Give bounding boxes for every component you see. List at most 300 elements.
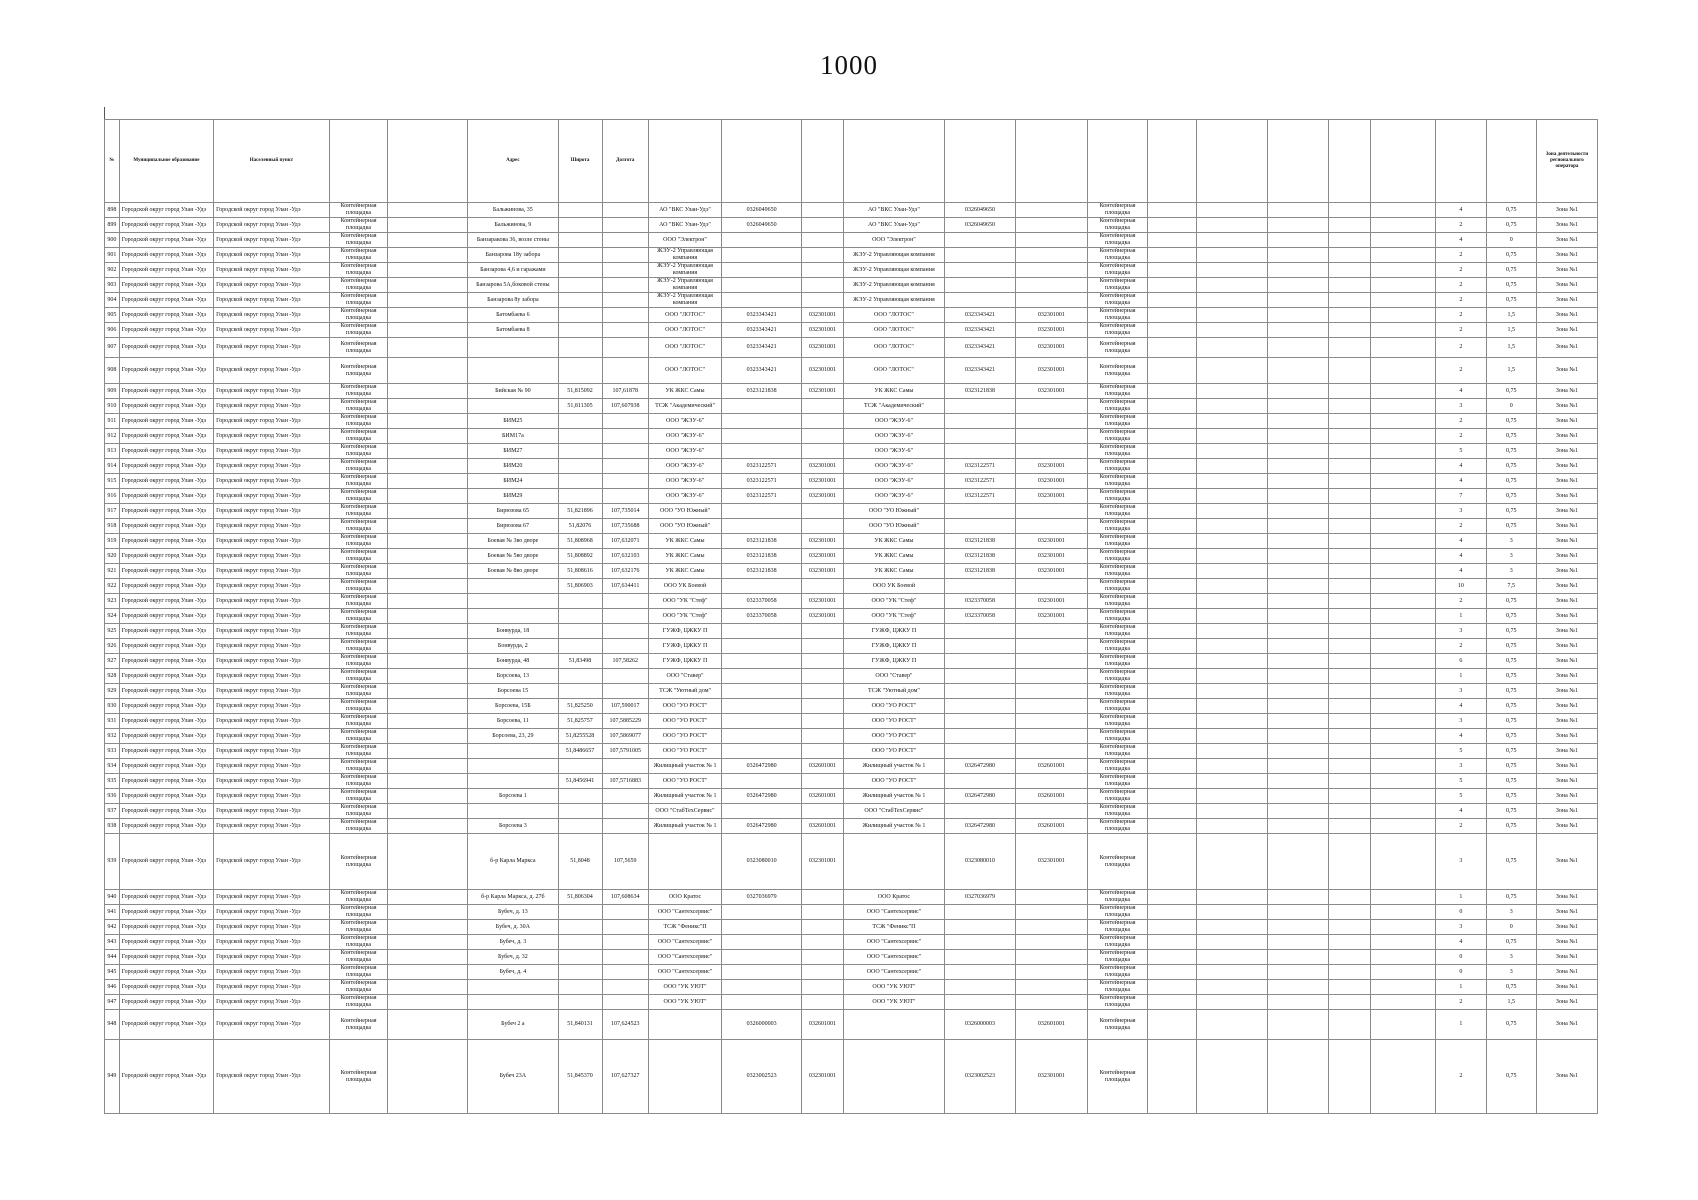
table-cell: 0323343421: [722, 358, 802, 384]
table-cell: Зона №1: [1536, 323, 1597, 338]
table-cell: [388, 699, 468, 714]
table-cell: 3: [1436, 759, 1486, 774]
table-cell: [1148, 203, 1196, 218]
table-cell: [1268, 789, 1329, 804]
table-cell: 032301001: [1016, 474, 1087, 489]
table-cell: [1268, 819, 1329, 834]
table-cell: [558, 233, 602, 248]
table-cell: Городской округ город Улан -Удэ: [214, 714, 329, 729]
table-cell: Городской округ город Улан -Удэ: [214, 905, 329, 920]
table-cell: 032301001: [802, 474, 844, 489]
table-cell: 51,806903: [558, 579, 602, 594]
table-cell: Контейнерная площадка: [1087, 699, 1148, 714]
table-cell: 901: [105, 248, 120, 263]
table-cell: 0326000003: [944, 1010, 1015, 1040]
table-cell: [1016, 624, 1087, 639]
table-cell: [1329, 905, 1371, 920]
table-cell: Городской округ город Улан -Удэ: [214, 995, 329, 1010]
table-cell: [722, 684, 802, 699]
table-cell: 4: [1436, 699, 1486, 714]
table-cell: [1371, 399, 1436, 414]
table-cell: Борсоева, 15Б: [468, 699, 558, 714]
table-cell: [602, 414, 648, 429]
table-cell: [944, 429, 1015, 444]
table-cell: [1148, 1010, 1196, 1040]
table-cell: ЖЭУ-2 Управляющая компания: [648, 293, 721, 308]
table-cell: 929: [105, 684, 120, 699]
table-cell: 3: [1436, 504, 1486, 519]
table-cell: 3: [1436, 624, 1486, 639]
table-cell: Зона №1: [1536, 699, 1597, 714]
table-cell: [648, 834, 721, 890]
table-cell: [1268, 774, 1329, 789]
table-cell: [468, 774, 558, 789]
table-cell: 0326472980: [944, 819, 1015, 834]
table-row: [105, 639, 1598, 654]
table-cell: Контейнерная площадка: [329, 278, 388, 293]
table-cell: Контейнерная площадка: [329, 890, 388, 905]
table-cell: [944, 293, 1015, 308]
table-cell: 0,75: [1486, 935, 1536, 950]
table-cell: Зона №1: [1536, 1010, 1597, 1040]
table-cell: Зона №1: [1536, 744, 1597, 759]
table-cell: [1196, 950, 1267, 965]
table-cell: 0326049650: [722, 218, 802, 233]
table-cell: 51,821896: [558, 504, 602, 519]
table-cell: 032601001: [802, 759, 844, 774]
table-cell: [1148, 459, 1196, 474]
table-cell: 032301001: [802, 549, 844, 564]
table-cell: [844, 1040, 945, 1114]
table-cell: [944, 278, 1015, 293]
table-cell: ООО "УК УЮТ": [648, 995, 721, 1010]
table-cell: 0,75: [1486, 834, 1536, 890]
table-cell: 032301001: [1016, 594, 1087, 609]
table-cell: Жилищный участок № 1: [844, 819, 945, 834]
table-row: [105, 950, 1598, 965]
table-cell: Городской округ город Улан -Удэ: [214, 980, 329, 995]
table-cell: 0323370058: [722, 609, 802, 624]
table-cell: Контейнерная площадка: [329, 819, 388, 834]
table-cell: 032601001: [1016, 759, 1087, 774]
table-cell: 0326049650: [944, 218, 1015, 233]
table-cell: 0,75: [1486, 654, 1536, 669]
table-cell: 032301001: [802, 594, 844, 609]
column-header: Зона деятельности регионального оператора: [1536, 120, 1597, 203]
table-cell: [388, 594, 468, 609]
table-cell: УК ЖКС Самы: [648, 384, 721, 399]
table-cell: 0,75: [1486, 609, 1536, 624]
table-cell: 032301001: [802, 358, 844, 384]
table-cell: [1268, 1010, 1329, 1040]
table-cell: Городской округ город Улан -Удэ: [214, 774, 329, 789]
table-row: [105, 920, 1598, 935]
table-cell: Городской округ город Улан -Удэ: [214, 358, 329, 384]
table-cell: Зона №1: [1536, 1040, 1597, 1114]
table-cell: Зона №1: [1536, 278, 1597, 293]
table-cell: [1016, 714, 1087, 729]
table-cell: Контейнерная площадка: [329, 504, 388, 519]
table-cell: [802, 935, 844, 950]
table-row: [105, 489, 1598, 504]
table-cell: 032301001: [802, 1040, 844, 1114]
table-cell: [1196, 459, 1267, 474]
table-cell: [944, 579, 1015, 594]
table-cell: [1016, 579, 1087, 594]
table-cell: Контейнерная площадка: [1087, 729, 1148, 744]
table-cell: Контейнерная площадка: [329, 935, 388, 950]
table-cell: [1371, 233, 1436, 248]
table-cell: [558, 414, 602, 429]
table-cell: [1016, 965, 1087, 980]
table-cell: [1016, 684, 1087, 699]
table-cell: 51,8486657: [558, 744, 602, 759]
table-cell: Контейнерная площадка: [1087, 654, 1148, 669]
table-cell: [1268, 609, 1329, 624]
table-cell: Жилищный участок № 1: [844, 789, 945, 804]
table-cell: 0,75: [1486, 819, 1536, 834]
table-cell: 0326000003: [722, 1010, 802, 1040]
table-cell: Контейнерная площадка: [1087, 609, 1148, 624]
margin-mark: [104, 107, 105, 119]
table-cell: 0326049650: [722, 203, 802, 218]
table-cell: 0323122571: [944, 474, 1015, 489]
table-cell: Батомбаева 8: [468, 323, 558, 338]
table-cell: Контейнерная площадка: [329, 729, 388, 744]
table-cell: 0,75: [1486, 519, 1536, 534]
table-cell: [388, 429, 468, 444]
table-cell: [1148, 489, 1196, 504]
table-cell: [802, 684, 844, 699]
table-cell: ООО "УК УЮТ": [648, 980, 721, 995]
table-cell: 0,75: [1486, 248, 1536, 263]
table-cell: ООО "УО Южный": [648, 519, 721, 534]
table-cell: Бирюзова 65: [468, 504, 558, 519]
table-cell: Зона №1: [1536, 935, 1597, 950]
table-cell: 912: [105, 429, 120, 444]
table-cell: [722, 504, 802, 519]
table-cell: [1016, 804, 1087, 819]
table-cell: [558, 624, 602, 639]
table-cell: АО "ВКС Улан-Удэ": [844, 203, 945, 218]
table-cell: 032301001: [1016, 564, 1087, 579]
table-cell: 107,627327: [602, 1040, 648, 1114]
table-cell: Городской округ город Улан -Удэ: [119, 444, 213, 459]
table-cell: Городской округ город Улан -Удэ: [214, 323, 329, 338]
table-cell: [1371, 474, 1436, 489]
table-cell: [1148, 834, 1196, 890]
table-cell: 4: [1436, 203, 1486, 218]
table-cell: 0,75: [1486, 594, 1536, 609]
table-cell: 1,5: [1486, 338, 1536, 358]
table-cell: [1329, 1040, 1371, 1114]
table-cell: ЖЭУ-2 Управляющая компания: [648, 248, 721, 263]
table-cell: [558, 639, 602, 654]
table-cell: [1148, 669, 1196, 684]
table-cell: 908: [105, 358, 120, 384]
table-cell: [1148, 639, 1196, 654]
table-cell: 032301001: [1016, 358, 1087, 384]
table-cell: [1196, 444, 1267, 459]
table-cell: [1268, 444, 1329, 459]
table-cell: [1329, 714, 1371, 729]
table-cell: [558, 995, 602, 1010]
table-cell: [1016, 504, 1087, 519]
table-cell: Городской округ город Улан -Удэ: [119, 744, 213, 759]
table-cell: ООО "Сантехсервис": [648, 905, 721, 920]
table-cell: Банзаракова 36, возле стены: [468, 233, 558, 248]
table-cell: АО "ВКС Улан-Удэ": [844, 218, 945, 233]
table-cell: ООО "Ставер": [648, 669, 721, 684]
table-cell: УК ЖКС Самы: [844, 534, 945, 549]
table-cell: [468, 399, 558, 414]
table-cell: [1148, 935, 1196, 950]
table-cell: 032601001: [1016, 819, 1087, 834]
table-cell: [722, 714, 802, 729]
table-cell: [468, 759, 558, 774]
table-cell: Городской округ город Улан -Удэ: [119, 950, 213, 965]
table-cell: Зона №1: [1536, 819, 1597, 834]
table-cell: Контейнерная площадка: [1087, 218, 1148, 233]
table-cell: УК ЖКС Самы: [648, 549, 721, 564]
table-cell: [468, 594, 558, 609]
table-cell: [944, 965, 1015, 980]
table-cell: ООО "ЖЭУ-6": [648, 489, 721, 504]
table-cell: [1268, 489, 1329, 504]
table-cell: Городской округ город Улан -Удэ: [119, 789, 213, 804]
table-cell: [1268, 293, 1329, 308]
table-cell: [802, 278, 844, 293]
table-cell: 2: [1436, 819, 1486, 834]
table-cell: 0323121838: [944, 564, 1015, 579]
table-cell: [1268, 744, 1329, 759]
table-cell: Зона №1: [1536, 920, 1597, 935]
table-cell: [468, 358, 558, 384]
table-cell: [1371, 358, 1436, 384]
table-cell: Зона №1: [1536, 789, 1597, 804]
table-cell: [1196, 920, 1267, 935]
table-cell: 919: [105, 534, 120, 549]
table-cell: [1371, 804, 1436, 819]
table-cell: [558, 459, 602, 474]
table-cell: [558, 278, 602, 293]
table-cell: [1268, 759, 1329, 774]
table-cell: [1196, 218, 1267, 233]
table-cell: 1: [1436, 980, 1486, 995]
table-cell: 2: [1436, 358, 1486, 384]
table-row: [105, 699, 1598, 714]
table-cell: [1148, 358, 1196, 384]
table-cell: [648, 1040, 721, 1114]
table-cell: [388, 789, 468, 804]
table-cell: [1268, 890, 1329, 905]
table-cell: 1: [1436, 890, 1486, 905]
table-cell: [602, 233, 648, 248]
table-cell: 0,75: [1486, 759, 1536, 774]
table-cell: ЖЭУ-2 Управляющая компания: [648, 263, 721, 278]
table-cell: [1196, 248, 1267, 263]
table-cell: Контейнерная площадка: [1087, 308, 1148, 323]
table-cell: Бонвурда, 48: [468, 654, 558, 669]
table-cell: 0: [1436, 950, 1486, 965]
table-cell: [602, 669, 648, 684]
table-cell: ООО "ЛОТОС": [648, 338, 721, 358]
table-cell: [722, 293, 802, 308]
table-cell: Городской округ город Улан -Удэ: [119, 774, 213, 789]
table-cell: Боевая № 3во дворе: [468, 534, 558, 549]
table-cell: 3: [1436, 399, 1486, 414]
table-cell: [602, 965, 648, 980]
table-cell: [388, 804, 468, 819]
table-cell: [602, 263, 648, 278]
table-cell: [1016, 774, 1087, 789]
table-cell: [1329, 995, 1371, 1010]
table-cell: [1148, 594, 1196, 609]
table-cell: [1016, 399, 1087, 414]
table-cell: Банзарова 8у забора: [468, 293, 558, 308]
table-cell: 107,61878: [602, 384, 648, 399]
table-cell: Жилищный участок № 1: [648, 789, 721, 804]
table-cell: ООО "УО Южный": [844, 519, 945, 534]
table-cell: 2: [1436, 308, 1486, 323]
table-cell: 032301001: [802, 323, 844, 338]
table-cell: ООО "УО РОСТ": [844, 729, 945, 744]
table-cell: Контейнерная площадка: [1087, 399, 1148, 414]
table-cell: [388, 714, 468, 729]
table-cell: Контейнерная площадка: [329, 1040, 388, 1114]
table-cell: [1148, 248, 1196, 263]
table-cell: [602, 995, 648, 1010]
table-cell: [944, 729, 1015, 744]
column-header: [1016, 120, 1087, 203]
table-cell: ООО "УО РОСТ": [844, 714, 945, 729]
table-cell: [602, 639, 648, 654]
table-cell: [944, 744, 1015, 759]
table-cell: [802, 920, 844, 935]
table-cell: Контейнерная площадка: [329, 654, 388, 669]
table-cell: Городской округ город Улан -Удэ: [119, 834, 213, 890]
table-cell: Бубеч, д. 4: [468, 965, 558, 980]
table-cell: 3: [1436, 714, 1486, 729]
table-cell: Городской округ город Улан -Удэ: [214, 203, 329, 218]
table-cell: [1268, 248, 1329, 263]
table-row: [105, 905, 1598, 920]
column-header: Населенный пункт: [214, 120, 329, 203]
table-cell: [558, 905, 602, 920]
table-cell: [1268, 308, 1329, 323]
table-cell: [1329, 384, 1371, 399]
table-cell: [722, 729, 802, 744]
table-cell: Бирюзова 67: [468, 519, 558, 534]
table-cell: [388, 384, 468, 399]
table-cell: [1329, 278, 1371, 293]
table-cell: 916: [105, 489, 120, 504]
table-cell: [722, 639, 802, 654]
table-cell: Городской округ город Улан -Удэ: [214, 609, 329, 624]
table-cell: [1329, 218, 1371, 233]
table-cell: [1148, 534, 1196, 549]
table-cell: [1268, 278, 1329, 293]
table-cell: [558, 819, 602, 834]
table-cell: Зона №1: [1536, 248, 1597, 263]
table-cell: Контейнерная площадка: [329, 1010, 388, 1040]
table-cell: Городской округ город Улан -Удэ: [119, 474, 213, 489]
table-cell: [558, 759, 602, 774]
table-cell: 1: [1436, 609, 1486, 624]
table-cell: Зона №1: [1536, 890, 1597, 905]
table-cell: 51,83498: [558, 654, 602, 669]
table-cell: Контейнерная площадка: [1087, 789, 1148, 804]
table-cell: 0323121838: [722, 384, 802, 399]
table-cell: [944, 950, 1015, 965]
column-header: [802, 120, 844, 203]
table-cell: Зона №1: [1536, 654, 1597, 669]
table-cell: Контейнерная площадка: [1087, 594, 1148, 609]
table-cell: [1371, 1040, 1436, 1114]
table-cell: [1196, 429, 1267, 444]
table-cell: Городской округ город Улан -Удэ: [214, 699, 329, 714]
table-cell: 0,75: [1486, 684, 1536, 699]
table-cell: Городской округ город Улан -Удэ: [119, 429, 213, 444]
table-cell: 032301001: [1016, 549, 1087, 564]
table-cell: [602, 920, 648, 935]
table-cell: [944, 399, 1015, 414]
table-cell: [558, 980, 602, 995]
table-row: [105, 504, 1598, 519]
table-cell: БИМ20: [468, 459, 558, 474]
table-cell: Городской округ город Улан -Удэ: [119, 233, 213, 248]
table-cell: [388, 744, 468, 759]
table-cell: [1268, 804, 1329, 819]
table-cell: [558, 684, 602, 699]
table-cell: 927: [105, 654, 120, 669]
table-cell: Городской округ город Улан -Удэ: [119, 534, 213, 549]
table-cell: [1268, 1040, 1329, 1114]
table-cell: [388, 759, 468, 774]
table-cell: Контейнерная площадка: [329, 308, 388, 323]
table-cell: [388, 684, 468, 699]
table-cell: Городской округ город Улан -Удэ: [119, 905, 213, 920]
table-cell: [602, 789, 648, 804]
table-cell: Контейнерная площадка: [329, 834, 388, 890]
table-cell: [1329, 504, 1371, 519]
table-cell: [558, 218, 602, 233]
table-cell: ООО "ЖЭУ-6": [844, 429, 945, 444]
table-cell: 941: [105, 905, 120, 920]
table-cell: [1196, 965, 1267, 980]
table-cell: Контейнерная площадка: [1087, 293, 1148, 308]
table-cell: Контейнерная площадка: [1087, 519, 1148, 534]
table-cell: [802, 639, 844, 654]
table-cell: 032301001: [802, 534, 844, 549]
table-row: [105, 358, 1598, 384]
table-cell: 925: [105, 624, 120, 639]
table-cell: [1329, 759, 1371, 774]
table-cell: [388, 233, 468, 248]
table-cell: [648, 1010, 721, 1040]
table-row: [105, 594, 1598, 609]
table-cell: [944, 504, 1015, 519]
table-cell: [722, 804, 802, 819]
table-cell: 940: [105, 890, 120, 905]
table-cell: [1196, 819, 1267, 834]
table-cell: Боевая № 5во дворе: [468, 549, 558, 564]
table-cell: [602, 429, 648, 444]
column-header: Широта: [558, 120, 602, 203]
table-cell: 3: [1436, 834, 1486, 890]
table-cell: 0: [1436, 905, 1486, 920]
table-cell: 51,808892: [558, 549, 602, 564]
